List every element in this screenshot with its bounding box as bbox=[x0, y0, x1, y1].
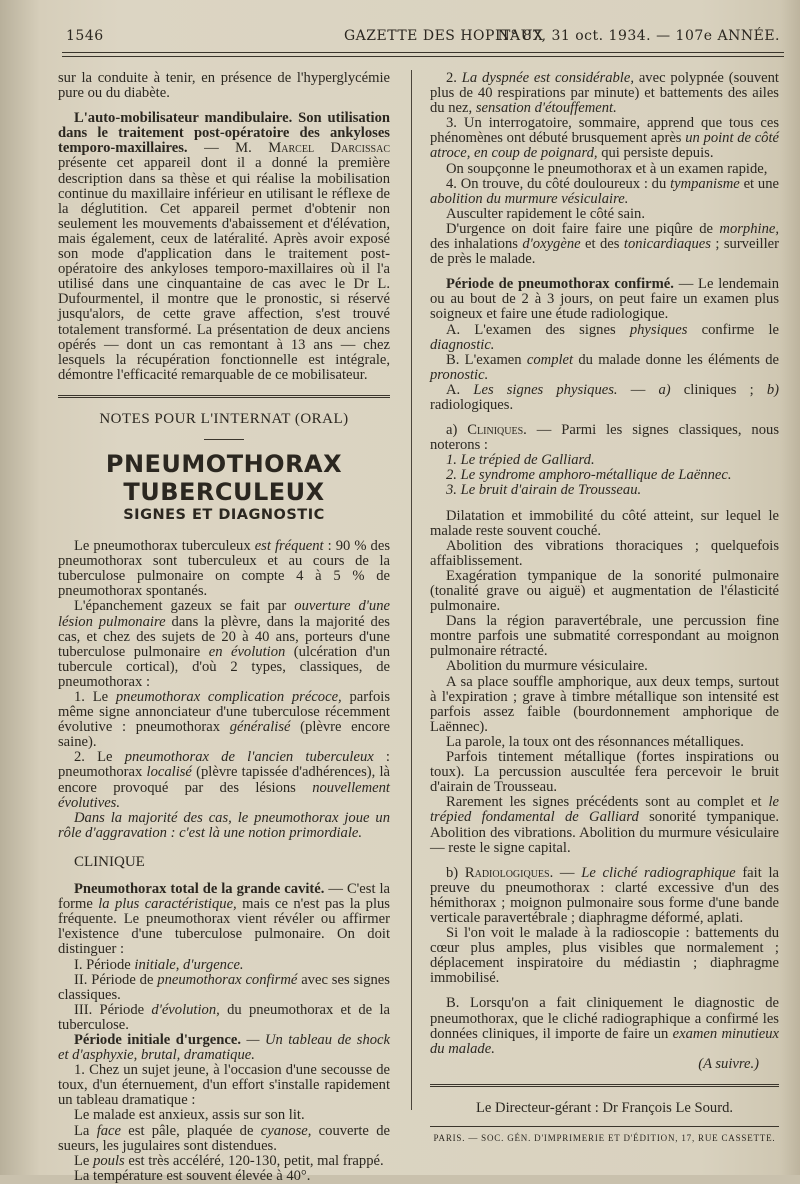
paragraph-tintement: Parfois tintement métallique (fortes inspirations ou toux). La percussion auscultée fera percevoir le bruit d'airain de Trousseau. bbox=[430, 749, 779, 796]
director-line: Le Directeur-gérant : Dr François Le Sourd. bbox=[475, 1099, 734, 1116]
page-number: 1546 bbox=[66, 28, 104, 44]
paragraph-examen-a: A. L'examen des signes physiques confirme le diagnostic. bbox=[430, 321, 779, 353]
paragraph-cliniques: a) Cliniques. — Parmi les signes classiques, nous noterons : bbox=[430, 422, 779, 454]
paragraph-tympanisme: 4. On trouve, du côté douloureux : du tympanisme et une abolition du murmure vésiculaire. bbox=[430, 175, 779, 207]
paragraph-ausculter: Ausculter rapidement le côté sain. bbox=[446, 205, 645, 222]
paragraph-souffle: A sa place souffle amphorique, aux deux temps, surtout à l'expiration ; grave à timbre métallique son intensité est parfois assez faible (bourdonnement amphorique de Laënnec). bbox=[430, 673, 779, 735]
paragraph-urgence-traitement: D'urgence on doit faire faire une piqûre de morphine, des inhalations d'oxygène et des tonicardiaques ; surveiller de près le malade. bbox=[430, 220, 779, 268]
periode-2: II. Période de pneumothorax confirmé avec ses signes classiques. bbox=[58, 971, 390, 1003]
notes-heading: NOTES POUR L'INTERNAT (ORAL) bbox=[99, 410, 349, 427]
journal-title: GAZETTE DES HOPITAUX bbox=[344, 28, 544, 44]
paragraph-dilatation: Dilatation et immobilité du côté atteint, sur lequel le malade reste souvent couché. bbox=[430, 507, 779, 539]
paragraph-pouls: Le pouls est très accéléré, 120-130, petit, mal frappé. bbox=[74, 1152, 384, 1169]
sub-title: SIGNES ET DIAGNOSTIC bbox=[123, 506, 325, 523]
paragraph-lorsqu: B. Lorsqu'on a fait cliniquement le diagnostic de pneumothorax, que le cliché radiographique a confirmé les données cliniques, il importe de faire un examen minutieux du malade. bbox=[430, 995, 779, 1057]
clinique-heading: CLINIQUE bbox=[74, 853, 145, 870]
paragraph-examen-b: B. L'examen complet du malade donne les éléments de pronostic. bbox=[430, 351, 779, 383]
a-suivre: (A suivre.) bbox=[698, 1055, 759, 1072]
header-rule-2 bbox=[62, 56, 784, 57]
paragraph-soupcon: On soupçonne le pneumothorax et à un examen rapide, bbox=[446, 160, 768, 177]
short-rule bbox=[204, 439, 244, 440]
article-title: L'auto-mobilisateur mandibulaire. Son utilisation dans le traitement post-opératoire des ankyloses temporo-maxillaires. bbox=[58, 110, 390, 157]
issue-info: N° 87, 31 oct. 1934. — 107e ANNÉE. bbox=[497, 28, 780, 44]
paragraph-parole: La parole, la toux ont des résonnances métalliques. bbox=[446, 733, 744, 750]
paragraph-paravertebrale: Dans la région paravertébrale, une percussion fine montre parfois une submatité correspondant au moignon pulmonaire rétracté. bbox=[430, 613, 779, 660]
paragraph-confirme: Période de pneumothorax confirmé. — Le lendemain ou au bout de 2 à 3 jours, on peut faire un examen plus soigneux et faire une étude radiologique. bbox=[430, 276, 779, 323]
paragraph-signes-physiques: A. Les signes physiques. — a) cliniques ; b) radiologiques. bbox=[430, 381, 779, 413]
paragraph-temperature: La température est souvent élevée à 40°. bbox=[74, 1167, 311, 1184]
paragraph-anxieux: Le malade est anxieux, assis sur son lit. bbox=[74, 1107, 305, 1124]
paragraph-rarement: Rarement les signes précédents sont au complet et le trépied fondamental de Galliard sonorité tympanique. Abolition des vibrations. Abolition du murmure vésiculaire — reste le signe capital. bbox=[430, 794, 779, 856]
paragraph-abolition: Abolition du murmure vésiculaire. bbox=[446, 658, 648, 675]
periode-3: III. Période d'évolution, du pneumothorax et de la tuberculose. bbox=[58, 1001, 390, 1033]
periode-1: I. Période initiale, d'urgence. bbox=[74, 956, 244, 973]
paragraph-exageration: Exagération tympanique de la sonorité pulmonaire (tonalité grave ou aiguë) et augmentation de l'élasticité pulmonaire. bbox=[430, 567, 779, 615]
paragraph-radiologiques: b) Radiologiques. — Le cliché radiographique fait la preuve du pneumothorax : clarté excessive d'un des hémithorax ; moignon pulmonaire sous forme d'une bande verticale paravertébrale ; diaphragme déformé, aplati. bbox=[430, 864, 779, 926]
list-item: 3. Le bruit d'airain de Trousseau. bbox=[446, 482, 642, 499]
printer-line: PARIS. — SOC. GÉN. D'IMPRIMERIE ET D'ÉDITION, 17, RUE CASSETTE. bbox=[433, 1133, 776, 1143]
classic-signs-list bbox=[430, 453, 779, 498]
paragraph-type-1: 1. Le pneumothorax complication précoce, parfois même signe annonciateur d'une tuberculose récemment évolutive : pneumothorax généralisé (plèvre encore saine). bbox=[58, 689, 391, 751]
paragraph-radioscopie: Si l'on voit le malade à la radioscopie : battements du cœur plus amples, plus visibles que normalement ; déplacement inspiratoire du médiastin ; diaphragme immobilisé. bbox=[430, 925, 779, 987]
list-item: 1. Le trépied de Galliard. bbox=[446, 452, 595, 469]
article-author: M. Marcel Darcissac bbox=[235, 140, 391, 157]
paragraph-urgence: Période initiale d'urgence. — Un tableau de shock et d'asphyxie, brutal, dramatique. bbox=[58, 1031, 390, 1064]
printer-rule bbox=[430, 1126, 779, 1127]
paragraph-total: Pneumothorax total de la grande cavité. — C'est la forme la plus caractéristique, mais ce n'est pas la plus fréquente. Le pneumothorax vient révéler ou affirmer l'existence d'une tuberculose pulmonaire. On doit distinguer : bbox=[58, 881, 391, 958]
intro-paragraph: sur la conduite à tenir, en présence de l'hyperglycémie pure ou du diabète. bbox=[58, 70, 390, 102]
section-separator bbox=[58, 395, 390, 398]
page-header bbox=[66, 28, 780, 50]
left-column bbox=[58, 71, 390, 1184]
paragraph-vibrations: Abolition des vibrations thoraciques ; quelquefois affaiblissement. bbox=[430, 537, 779, 569]
paragraph-sujet-jeune: 1. Chez un sujet jeune, à l'occasion d'une secousse de toux, d'un éternuement, d'un effort s'installe rapidement un tableau dramatique : bbox=[58, 1062, 390, 1109]
paragraph-epanchement: L'épanchement gazeux se fait par ouverture d'une lésion pulmonaire dans la plèvre, dans la majorité des cas, et chez des sujets de 20 à 40 ans, porteurs d'une tuberculose pulmonaire en évolution (ulcération d'un tubercule cortical), d'où 2 types, classiques, de pneumothorax : bbox=[58, 598, 391, 690]
article-body: présente cet appareil dont il a donné la première description dans sa thèse et qui réalise la mobilisation continue du maxillaire inférieur en utilisant le réflexe de la déglutition. Cet appareil permet d'obtenir non seulement les mouvements d'abaissement et d'élévation, mais également, ceux de latéralité. Après avoir exposé son mode d'application dans le traitement post-opératoire des ankyloses temporo-maxillaires où il l'a utilisé dans une cinquantaine de cas avec le Dr L. Dufourmentel, il montre que le pronostic, si réservé jusqu'alors, de cette grave affection, s'est trouvé totalement transformé. La présentation de deux anciens opérés — dont un cas remontant à 13 ans — chez lesquels la récupération fonctionnelle est intégrale, démontre l'efficacité remarquable de ce mobilisateur. bbox=[58, 155, 390, 383]
column-divider bbox=[411, 70, 412, 1110]
main-title: PNEUMOTHORAX TUBERCULEUX bbox=[105, 449, 343, 506]
list-item: 2. Le syndrome amphoro-métallique de Laënnec. bbox=[446, 467, 732, 484]
paragraph-interrogatoire: 3. Un interrogatoire, sommaire, apprend que tous ces phénomènes ont débuté brusquement après un point de côté atroce, en coup de poignard, qui persiste depuis. bbox=[430, 115, 780, 162]
paragraph-dyspnee: 2. La dyspnée est considérable, avec polypnée (souvent plus de 40 respirations par minute) et battements des ailes du nez, sensation d'étouffement. bbox=[430, 70, 779, 117]
paragraph-aggravation: Dans la majorité des cas, le pneumothorax joue un rôle d'aggravation : c'est là une notion primordiale. bbox=[58, 809, 390, 841]
footer-rule bbox=[430, 1084, 779, 1087]
paragraph-type-2: 2. Le pneumothorax de l'ancien tuberculeux : pneumothorax localisé (plèvre tapissée d'adhérences), là encore provoqué par des lésions nouvellement évolutives. bbox=[58, 749, 391, 811]
mobilisateur-paragraph: L'auto-mobilisateur mandibulaire. Son utilisation dans le traitement post-opératoire des ankyloses temporo-maxillaires. — M. Marcel Darcissac présente cet appareil dont il a donné la première description dans sa thèse et qui réalise la mobilisation continue du maxillaire inférieur en utilisant le réflexe de la déglutition. Cet appareil permet d'obtenir non seulement les mouvements d'abaissement et d'élévation, mais également, ceux de latéralité. Après avoir exposé son mode d'application dans le traitement post-opératoire des ankyloses temporo-maxillaires où il l'a utilisé dans une cinquantaine de cas avec le Dr L. Dufourmentel, il montre que le pronostic, si réservé jusqu'alors, de cette grave affection, s'est trouvé totalement transformé. La présentation de deux anciens opérés — dont un cas remontant à 13 ans — chez lesquels la récupération fonctionnelle est intégrale, démontre l'efficacité remarquable de ce mobilisateur. bbox=[58, 110, 391, 383]
paragraph-frequency: Le pneumothorax tuberculeux est fréquent : 90 % des pneumothorax sont tuberculeux et au cours de la tuberculose pulmonaire on compte 4 à 5 % de pneumothorax spontanés. bbox=[58, 538, 391, 600]
paragraph-face: La face est pâle, plaquée de cyanose, couverte de sueurs, les jugulaires sont distendues. bbox=[58, 1122, 390, 1154]
right-column bbox=[430, 71, 779, 1146]
header-rule bbox=[62, 52, 784, 53]
